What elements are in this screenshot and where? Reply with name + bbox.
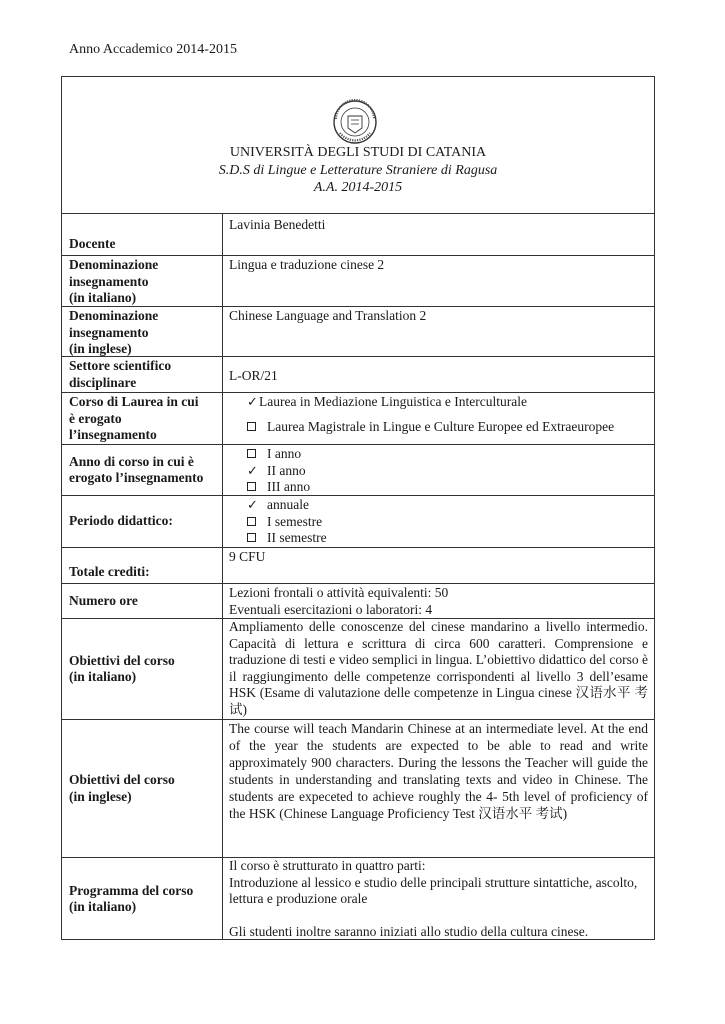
label-line: Periodo didattico:	[69, 513, 173, 529]
row-label	[62, 619, 223, 719]
label-line: (in inglese)	[69, 788, 132, 804]
option-label: II semestre	[267, 530, 327, 545]
checkmark-icon: ✓	[247, 462, 258, 478]
row-label	[62, 548, 223, 583]
empty-checkbox-icon	[247, 533, 256, 542]
label-line: disciplinare	[69, 374, 137, 390]
checkmark-icon: ✓	[247, 394, 258, 409]
value-anno-di-corso	[223, 445, 654, 495]
value-line: Eventuali esercitazioni o laboratori: 4	[229, 601, 433, 617]
row-numero-ore	[62, 584, 654, 619]
value-settore: L-OR/21	[229, 368, 278, 383]
label-line: Denominazione	[69, 257, 159, 272]
academic-year-header: Anno Accademico 2014-2015	[69, 42, 237, 57]
row-label	[62, 496, 223, 547]
value-periodo-didattico	[223, 496, 654, 547]
row-label	[62, 858, 223, 940]
label-line: Totale crediti:	[69, 563, 150, 579]
option-label: I semestre	[267, 513, 323, 529]
checkbox-option-ii-anno[interactable]	[247, 463, 648, 480]
value-line: Gli studenti inoltre saranno iniziati allo studio della cultura cinese.	[229, 923, 589, 939]
label-line: l’insegnamento	[69, 427, 157, 442]
row-label	[62, 307, 223, 356]
value-line: Introduzione al lessico e studio delle principali strutture sintattiche, ascolto, lettura e produzione orale	[229, 874, 638, 906]
label-line: Denominazione	[69, 308, 159, 323]
empty-checkbox-icon	[247, 482, 256, 491]
label-line: Obiettivi del corso	[69, 772, 175, 787]
checkbox-option-iii-anno[interactable]	[247, 479, 648, 496]
row-corso-di-laurea	[62, 393, 654, 445]
empty-checkbox-icon	[247, 449, 256, 458]
row-denominazione-en	[62, 307, 654, 357]
row-label	[62, 445, 223, 495]
value-numero-ore	[223, 584, 654, 618]
label-line: Numero ore	[69, 592, 138, 608]
label-line: Anno di corso in cui è	[69, 453, 194, 469]
label-docente: Docente	[69, 235, 116, 251]
label-line: insegnamento	[69, 273, 149, 289]
row-settore	[62, 357, 654, 393]
row-label	[62, 256, 223, 306]
university-name: UNIVERSITÀ DEGLI STUDI DI CATANIA	[229, 145, 487, 160]
academic-year: A.A. 2014-2015	[313, 180, 403, 195]
option-label: III anno	[267, 479, 311, 494]
checkbox-option-laurea-mediazione[interactable]	[247, 394, 648, 411]
value-corso-di-laurea	[223, 393, 654, 444]
row-denominazione-it	[62, 256, 654, 307]
row-label	[62, 357, 223, 392]
empty-checkbox-icon	[247, 517, 256, 526]
label-line: Settore scientifico	[69, 358, 172, 373]
option-label: I anno	[267, 446, 302, 461]
value-docente: Lavinia Benedetti	[229, 217, 326, 232]
value-denominazione-it: Lingua e traduzione cinese 2	[229, 257, 385, 272]
checkbox-option-i-anno[interactable]	[247, 446, 648, 463]
department-name: S.D.S di Lingue e Letterature Straniere di Ragusa	[218, 163, 498, 178]
value-obiettivi-it: Ampliamento delle conoscenze del cinese mandarino a livello intermedio. Capacità di lettura e scrittura di circa 600 caratteri. Comprensione e traduzione di testi e video semplici in lingua. L’obiettivo didattico del corso è il raggiungimento delle competenze corrispondenti al livello 3 dell’esame HSK (Esame di valutazione delle competenze in Lingua cinese 汉语水平 考试)	[229, 619, 648, 717]
option-label: Laurea Magistrale in Lingue e Culture Europee ed Extraeuropee	[267, 418, 615, 434]
row-totale-crediti	[62, 548, 654, 584]
checkbox-option-i-semestre[interactable]	[247, 514, 648, 531]
checkmark-icon: ✓	[247, 497, 258, 512]
row-label	[62, 720, 223, 857]
label-line: (in italiano)	[69, 290, 137, 305]
row-label	[62, 393, 223, 444]
value-obiettivi-en: The course will teach Mandarin Chinese at an intermediate level. At the end of the year the students are expected to be able to read and write approximately 900 characters. During the lessons the Teacher will guide the students in understanding and translating texts and video in Chinese. The students are expeceted to achieve roughly the 4- 5th level of proficiency of the HSK (Chinese Language Proficiency Test 汉语水平 考试)	[229, 721, 648, 821]
label-line: Obiettivi del corso	[69, 652, 175, 668]
checkbox-option-laurea-magistrale[interactable]	[247, 419, 648, 436]
checkbox-option-annuale[interactable]	[247, 497, 648, 514]
row-programma	[62, 858, 654, 940]
label-line: Programma del corso	[69, 882, 194, 898]
value-programma	[223, 858, 654, 940]
label-line: erogato l’insegnamento	[69, 470, 204, 485]
empty-checkbox-icon	[247, 422, 256, 431]
row-docente	[62, 213, 654, 256]
option-label: II anno	[267, 462, 306, 478]
value-totale-crediti: 9 CFU	[229, 549, 266, 564]
label-line: Corso di Laurea in cui	[69, 394, 199, 409]
table-header	[62, 77, 654, 214]
label-line: (in inglese)	[69, 341, 132, 356]
checkbox-option-ii-semestre[interactable]	[247, 530, 648, 547]
label-line: insegnamento	[69, 324, 149, 340]
option-label: Laurea in Mediazione Linguistica e Interculturale	[259, 394, 528, 409]
label-line: (in italiano)	[69, 899, 137, 914]
value-line: Il corso è strutturato in quattro parti:	[229, 858, 426, 873]
label-line: (in italiano)	[69, 669, 137, 684]
row-anno-di-corso	[62, 445, 654, 496]
row-obiettivi-it	[62, 619, 654, 720]
row-periodo-didattico	[62, 496, 654, 548]
university-seal-icon	[332, 99, 378, 145]
row-label	[62, 584, 223, 618]
value-line: Lezioni frontali o attività equivalenti: 50	[229, 585, 449, 600]
label-line: è erogato	[69, 410, 122, 426]
option-label: annuale	[267, 497, 309, 512]
row-label	[62, 213, 223, 255]
value-denominazione-en: Chinese Language and Translation 2	[229, 308, 427, 323]
course-sheet-table	[61, 76, 655, 940]
row-obiettivi-en	[62, 720, 654, 858]
